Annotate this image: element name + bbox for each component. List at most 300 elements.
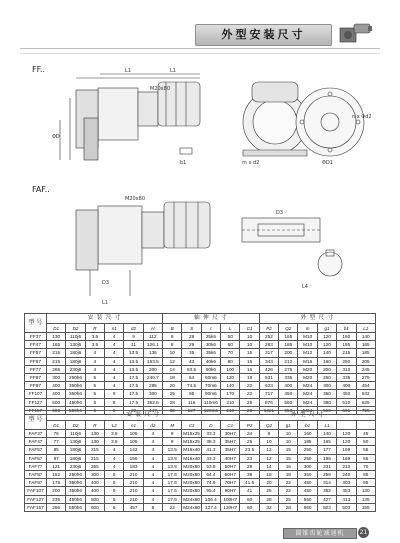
- faf-model-cell: FAF67: [25, 454, 47, 462]
- ff-value-cell: 90m6: [201, 390, 220, 398]
- faf-value-cell: 155: [356, 503, 376, 511]
- svg-text:m x d2: m x d2: [242, 160, 260, 166]
- faf-value-cell: 250: [298, 454, 317, 462]
- faf-value-cell: 177: [317, 446, 336, 454]
- faf-value-cell: 503: [317, 503, 336, 511]
- faf-value-cell: 500: [85, 495, 104, 503]
- svg-text:D3: D3: [102, 280, 110, 286]
- ff-value-cell: 650: [279, 406, 298, 414]
- faf-value-cell: 25: [259, 487, 278, 495]
- faf-value-cell: M24x80: [183, 504, 200, 510]
- faf-value-cell: 28: [279, 503, 298, 511]
- ff-column-header-row: [25, 324, 376, 333]
- ff-value-cell: 43: [182, 357, 201, 365]
- ff-value-cell: 160: [317, 357, 336, 365]
- table-row: [25, 503, 376, 511]
- ff-value-cell: 120: [317, 341, 336, 349]
- faf-value-cell: 5: [105, 470, 124, 478]
- ff-value-cell: 350h6: [66, 390, 85, 398]
- faf-value-cell: 16: [279, 462, 298, 470]
- ff-value-cell: 25: [240, 398, 259, 406]
- table-row: [25, 462, 376, 470]
- ff-value-cell: 362.6: [143, 398, 162, 406]
- svg-text:L1: L1: [125, 68, 131, 74]
- ff-value-cell: 400: [47, 382, 66, 390]
- ff-value-cell: 215: [47, 357, 66, 365]
- ff-value-cell: 279: [356, 373, 376, 381]
- ff-value-cell: 170: [221, 390, 240, 398]
- faf-value-cell: 4: [143, 462, 162, 470]
- ff-value-cell: 215: [47, 349, 66, 357]
- ff-value-cell: 22: [240, 390, 259, 398]
- faf-model-header: 型 号: [25, 411, 47, 430]
- ff-value-cell: 426: [259, 365, 278, 373]
- ff-label: FF..: [32, 65, 46, 74]
- faf-value-cell: 180j6: [66, 446, 85, 454]
- faf-value-cell: 156: [124, 454, 143, 462]
- faf-value-cell: 350h6: [66, 487, 85, 495]
- ff-value-cell: M10: [298, 333, 317, 341]
- ff-value-cell: 380: [317, 398, 336, 406]
- ff-value-cell: 265: [47, 365, 66, 373]
- faf-model-cell: FAF77: [25, 462, 47, 470]
- ff-value-cell: 13.5: [124, 349, 143, 357]
- ff-value-cell: 50k6: [201, 365, 220, 373]
- faf-value-cell: 5: [105, 495, 124, 503]
- svg-text:ΦD: ΦD: [52, 134, 60, 140]
- faf-value-cell: 4: [143, 470, 162, 478]
- faf-value-cell: 250: [298, 446, 317, 454]
- ff-value-cell: 343: [259, 357, 278, 365]
- ff-value-cell: 153.5: [143, 357, 162, 365]
- faf-value-cell: 503: [337, 503, 356, 511]
- faf-value-cell: 8: [143, 503, 162, 511]
- ff-value-cell: 60: [221, 341, 240, 349]
- svg-text:L1: L1: [170, 68, 176, 74]
- table-row: [25, 349, 376, 357]
- ff-value-cell: 80: [221, 357, 240, 365]
- faf-value-cell: 95.4: [201, 487, 220, 495]
- ff-model-header: 型 号: [25, 314, 47, 333]
- faf-value-cell: 286: [47, 503, 66, 511]
- ff-value-cell: 250: [317, 373, 336, 381]
- ff-value-cell: 300: [47, 373, 66, 381]
- faf-value-cell: 10: [259, 438, 278, 446]
- faf-value-cell: 100H7: [221, 495, 240, 503]
- ff-value-cell: 140: [221, 382, 240, 390]
- ff-value-cell: 876: [259, 398, 278, 406]
- faf-value-cell: 240: [337, 470, 356, 478]
- ff-column-header: H: [143, 324, 162, 333]
- ff-value-cell: 11: [124, 341, 143, 349]
- faf-value-cell: 3.5: [105, 438, 124, 446]
- ff-value-cell: 335: [337, 373, 356, 381]
- ff-column-header: L: [221, 324, 240, 333]
- faf-model-cell: FAF107: [25, 487, 47, 495]
- faf-value-cell: 50H7: [221, 462, 240, 470]
- ff-value-cell: 10: [163, 349, 182, 357]
- faf-value-cell: 17.5: [163, 487, 182, 495]
- ff-model-cell: FF37: [25, 333, 47, 341]
- ff-value-cell: 450: [279, 390, 298, 398]
- faf-value-cell: 33.3: [201, 430, 220, 438]
- faf-value-cell: 29: [240, 462, 259, 470]
- faf-model-cell: FAF127: [25, 495, 47, 503]
- ff-value-cell: 623: [259, 382, 278, 390]
- faf-value-cell: 457: [124, 503, 143, 511]
- footer-text: 圆锥齿轮减速机: [295, 530, 345, 537]
- ff-column-header: S: [182, 324, 201, 333]
- ff-value-cell: 4: [105, 373, 124, 381]
- faf-column-header: b1: [298, 421, 317, 430]
- faf-value-cell: 8: [259, 430, 278, 438]
- table-row: [25, 382, 376, 390]
- faf-column-header: D1: [47, 421, 66, 430]
- ff-value-cell: 25: [163, 390, 182, 398]
- ff-column-header: B: [163, 324, 182, 333]
- faf-value-cell: 23.5: [240, 446, 259, 454]
- faf-value-cell: 183: [124, 462, 143, 470]
- ff-value-cell: 245: [356, 365, 376, 373]
- ff-value-cell: 283: [259, 341, 278, 349]
- faf-value-cell: 85: [356, 470, 376, 478]
- faf-value-cell: M20x50: [183, 488, 200, 494]
- faf-value-cell: 15: [279, 446, 298, 454]
- svg-text:D3: D3: [276, 210, 284, 216]
- ff-value-cell: 250h6: [66, 373, 85, 381]
- ff-value-cell: 400: [337, 382, 356, 390]
- ff-value-cell: 205: [356, 357, 376, 365]
- faf-value-cell: 4: [143, 495, 162, 503]
- faf-value-cell: 106.4: [201, 495, 220, 503]
- ff-value-cell: 4: [105, 382, 124, 390]
- ff-value-cell: 32: [163, 406, 182, 414]
- ff-drawing: [30, 60, 375, 172]
- faf-value-cell: 210: [124, 495, 143, 503]
- ff-value-cell: 8: [105, 398, 124, 406]
- ff-value-cell: 400: [279, 382, 298, 390]
- ff-value-cell: 300: [143, 390, 162, 398]
- faf-value-cell: 215: [85, 454, 104, 462]
- faf-value-cell: 14: [259, 462, 278, 470]
- ff-value-cell: 28: [240, 406, 259, 414]
- faf-value-cell: 4: [105, 462, 124, 470]
- ff-value-cell: 200: [279, 349, 298, 357]
- ff-value-cell: 12: [163, 357, 182, 365]
- ff-value-cell: 25k6: [201, 333, 220, 341]
- faf-value-cell: 60H7: [221, 470, 240, 478]
- faf-column-header: d2: [143, 421, 162, 430]
- faf-value-cell: 3.5: [105, 430, 124, 438]
- faf-value-cell: 20: [259, 479, 278, 487]
- faf-value-cell: 6: [105, 503, 124, 511]
- faf-value-cell: 142: [124, 446, 143, 454]
- table-row: [25, 487, 376, 495]
- ff-value-cell: 252: [259, 333, 278, 341]
- ff-model-cell: FF87: [25, 373, 47, 381]
- ff-value-cell: 17.5: [124, 373, 143, 381]
- ff-value-cell: M12: [298, 349, 317, 357]
- ff-value-cell: 70m6: [201, 382, 220, 390]
- ff-value-cell: 310: [337, 365, 356, 373]
- faf-column-header: D: [201, 421, 220, 430]
- faf-value-cell: 130: [85, 438, 104, 446]
- faf-value-cell: 5: [105, 487, 124, 495]
- section-title: 外型安装尺寸: [221, 28, 306, 41]
- faf-column-header: L1: [317, 421, 336, 430]
- faf-value-cell: 450: [298, 479, 317, 487]
- ff-value-cell: 20: [163, 382, 182, 390]
- svg-text:n x Φd2: n x Φd2: [352, 114, 372, 120]
- ff-value-cell: 127: [182, 406, 201, 414]
- faf-column-header-row: [25, 421, 376, 430]
- ff-value-cell: 28: [163, 398, 182, 406]
- faf-value-cell: M24x60: [183, 496, 200, 502]
- faf-value-cell: 70H7: [221, 479, 240, 487]
- ff-group-shaft: 轴 伸 尺 寸: [163, 314, 260, 324]
- faf-value-cell: 350h6: [66, 479, 85, 487]
- ff-value-cell: 717: [259, 390, 278, 398]
- ff-value-cell: 28: [182, 333, 201, 341]
- ff-value-cell: 8: [163, 333, 182, 341]
- faf-value-cell: 4: [143, 479, 162, 487]
- ff-value-cell: 625: [356, 398, 376, 406]
- ff-value-cell: 3.5: [85, 333, 104, 341]
- faf-group-install: 安 装 尺 寸: [47, 411, 240, 421]
- faf-value-cell: 25: [279, 495, 298, 503]
- ff-column-header: D1: [47, 324, 66, 333]
- faf-value-cell: 121: [47, 462, 66, 470]
- faf-value-cell: 4: [143, 430, 162, 438]
- faf-value-cell: 41.5: [240, 479, 259, 487]
- ff-model-cell: FF107: [25, 390, 47, 398]
- faf-value-cell: 4: [143, 487, 162, 495]
- ff-value-cell: 4: [85, 349, 104, 357]
- faf-value-cell: 400: [85, 479, 104, 487]
- ff-value-cell: 210: [221, 406, 240, 414]
- faf-value-cell: M20x50: [183, 463, 200, 469]
- faf-value-cell: 90H7: [221, 487, 240, 495]
- faf-value-cell: 22: [279, 487, 298, 495]
- table-row: [25, 430, 376, 438]
- faf-value-cell: 50: [356, 438, 376, 446]
- gearbox-thumbnail: [338, 18, 374, 46]
- faf-table-body: [25, 430, 376, 512]
- faf-value-cell: M15x25: [183, 439, 200, 445]
- ff-value-cell: M20: [298, 365, 317, 373]
- faf-value-cell: 178: [47, 479, 66, 487]
- ff-value-cell: 550h6: [66, 406, 85, 414]
- ff-value-cell: 120m6: [201, 406, 220, 414]
- ff-value-cell: 130j6: [66, 341, 85, 349]
- faf-value-cell: 12: [259, 446, 278, 454]
- ff-value-cell: M20: [298, 373, 317, 381]
- ff-value-cell: 5: [85, 382, 104, 390]
- faf-value-cell: 413: [337, 495, 356, 503]
- faf-column-header: L2: [105, 421, 124, 430]
- ff-value-cell: 18: [163, 373, 182, 381]
- faf-value-cell: 135: [356, 495, 376, 503]
- faf-model-cell: FAF47: [25, 438, 47, 446]
- ff-value-cell: 285: [143, 382, 162, 390]
- ff-model-cell: FF77: [25, 365, 47, 373]
- faf-value-cell: 10: [279, 438, 298, 446]
- table-row: [25, 479, 376, 487]
- faf-value-cell: M20x50: [183, 480, 200, 486]
- ff-column-header: m: [298, 324, 317, 333]
- ff-value-cell: 661: [337, 406, 356, 414]
- faf-value-cell: 165: [317, 438, 336, 446]
- faf-value-cell: 120: [337, 430, 356, 438]
- faf-value-cell: 76: [47, 430, 66, 438]
- ff-value-cell: 4: [105, 365, 124, 373]
- faf-value-cell: 60: [240, 495, 259, 503]
- ff-dimension-table: [24, 313, 376, 415]
- table-row: [25, 495, 376, 503]
- svg-text:ΦD1: ΦD1: [322, 160, 333, 166]
- ff-model-cell: FF67: [25, 357, 47, 365]
- ff-value-cell: 5: [85, 398, 104, 406]
- ff-column-header: b1: [337, 324, 356, 333]
- faf-value-cell: 23: [240, 454, 259, 462]
- faf-value-cell: 210: [124, 487, 143, 495]
- faf-value-cell: 169: [337, 446, 356, 454]
- faf-value-cell: 230j6: [66, 462, 85, 470]
- faf-value-cell: 17.5: [163, 470, 182, 478]
- faf-value-cell: M15x25: [183, 431, 200, 437]
- ff-value-cell: 95: [182, 390, 201, 398]
- ff-value-cell: 10: [240, 333, 259, 341]
- faf-model-cell: FAF157: [25, 503, 47, 511]
- ff-column-header: n1: [105, 324, 124, 333]
- faf-label: FAF..: [32, 185, 50, 194]
- faf-value-cell: 120H7: [221, 503, 240, 511]
- ff-value-cell: 18: [240, 373, 259, 381]
- faf-value-cell: 427: [317, 495, 336, 503]
- faf-value-cell: 22: [279, 479, 298, 487]
- ff-value-cell: 22: [124, 406, 143, 414]
- ff-value-cell: 60m6: [201, 373, 220, 381]
- table-row: [25, 454, 376, 462]
- ff-value-cell: 335: [279, 373, 298, 381]
- ff-value-cell: 725: [356, 406, 376, 414]
- faf-column-header: C3: [182, 421, 201, 430]
- faf-value-cell: 180j6: [66, 454, 85, 462]
- table-row: [25, 333, 376, 341]
- faf-value-cell: 77: [47, 438, 66, 446]
- ff-value-cell: 4: [85, 357, 104, 365]
- faf-value-cell: 13.5: [163, 454, 182, 462]
- faf-value-cell: 4: [143, 454, 162, 462]
- ff-value-cell: 550: [317, 406, 336, 414]
- ff-value-cell: 4: [105, 349, 124, 357]
- faf-column-header: R: [85, 421, 104, 430]
- faf-value-cell: 41.3: [201, 446, 220, 454]
- faf-model-cell: FAF87: [25, 470, 47, 478]
- faf-value-cell: 4: [105, 454, 124, 462]
- table-row: [25, 470, 376, 478]
- faf-value-cell: 127.4: [201, 503, 220, 511]
- faf-value-cell: 105: [124, 438, 143, 446]
- faf-value-cell: 600: [85, 503, 104, 511]
- faf-value-cell: 400: [85, 487, 104, 495]
- ff-value-cell: 74.5: [182, 382, 201, 390]
- ff-value-cell: 300: [317, 382, 336, 390]
- ff-column-header: t: [201, 324, 220, 333]
- faf-value-cell: 15: [279, 454, 298, 462]
- faf-value-cell: 352: [317, 487, 336, 495]
- ff-value-cell: 35: [182, 349, 201, 357]
- faf-value-cell: 24: [240, 430, 259, 438]
- ff-value-cell: 165: [47, 341, 66, 349]
- faf-value-cell: 152: [47, 470, 66, 478]
- faf-value-cell: 213: [337, 462, 356, 470]
- ff-value-cell: 185: [356, 349, 376, 357]
- faf-value-cell: 10: [279, 430, 298, 438]
- ff-value-cell: 110m6: [201, 398, 220, 406]
- ff-value-cell: 120: [317, 333, 336, 341]
- faf-value-cell: 110j6: [66, 430, 85, 438]
- ff-value-cell: M24: [298, 382, 317, 390]
- ff-value-cell: 120: [221, 373, 240, 381]
- table-row: [25, 365, 376, 373]
- ff-value-cell: 140: [317, 349, 336, 357]
- ff-column-header: g1: [317, 324, 336, 333]
- ff-value-cell: 500: [47, 398, 66, 406]
- ff-value-cell: 17.5: [124, 390, 143, 398]
- faf-value-cell: 130: [356, 487, 376, 495]
- ff-value-cell: 112: [143, 333, 162, 341]
- ff-model-cell: FF57: [25, 349, 47, 357]
- ff-group-outline: 外 型 尺 寸: [259, 314, 375, 324]
- ff-value-cell: 317: [259, 349, 278, 357]
- ff-value-cell: 10: [240, 341, 259, 349]
- table-row: [25, 357, 376, 365]
- ff-value-cell: 53.5: [182, 365, 201, 373]
- faf-model-cell: FAF37: [25, 430, 47, 438]
- faf-value-cell: 30H7: [221, 430, 240, 438]
- faf-value-cell: 53.8: [201, 462, 220, 470]
- faf-value-cell: 85: [47, 446, 66, 454]
- faf-value-cell: 95: [356, 479, 376, 487]
- ff-value-cell: 13.5: [124, 357, 143, 365]
- faf-value-cell: 32: [259, 503, 278, 511]
- faf-column-header: C1: [221, 421, 240, 430]
- ff-column-header: Q2: [279, 324, 298, 333]
- faf-value-cell: 300: [85, 470, 104, 478]
- ff-value-cell: 22: [240, 382, 259, 390]
- faf-value-cell: M16x40: [183, 447, 200, 453]
- faf-column-header: D2: [66, 421, 85, 430]
- faf-group-outline: 外 型 尺 寸: [240, 411, 376, 421]
- ff-value-cell: 126.1: [143, 341, 162, 349]
- faf-value-cell: 74.9: [201, 479, 220, 487]
- ff-value-cell: 29: [182, 341, 201, 349]
- ff-value-cell: 185: [279, 341, 298, 349]
- faf-column-header: g1: [279, 421, 298, 430]
- ff-value-cell: 230j6: [66, 365, 85, 373]
- faf-value-cell: 185: [298, 438, 317, 446]
- ff-value-cell: 275: [279, 365, 298, 373]
- ff-value-cell: 140: [356, 333, 376, 341]
- ff-value-cell: 180j6: [66, 349, 85, 357]
- faf-value-cell: 196: [317, 454, 336, 462]
- faf-value-cell: 12: [259, 454, 278, 462]
- faf-drawing: [30, 178, 375, 313]
- ff-value-cell: 17.5: [124, 398, 143, 406]
- page-number: 21: [359, 529, 368, 536]
- ff-value-cell: 110j6: [66, 333, 85, 341]
